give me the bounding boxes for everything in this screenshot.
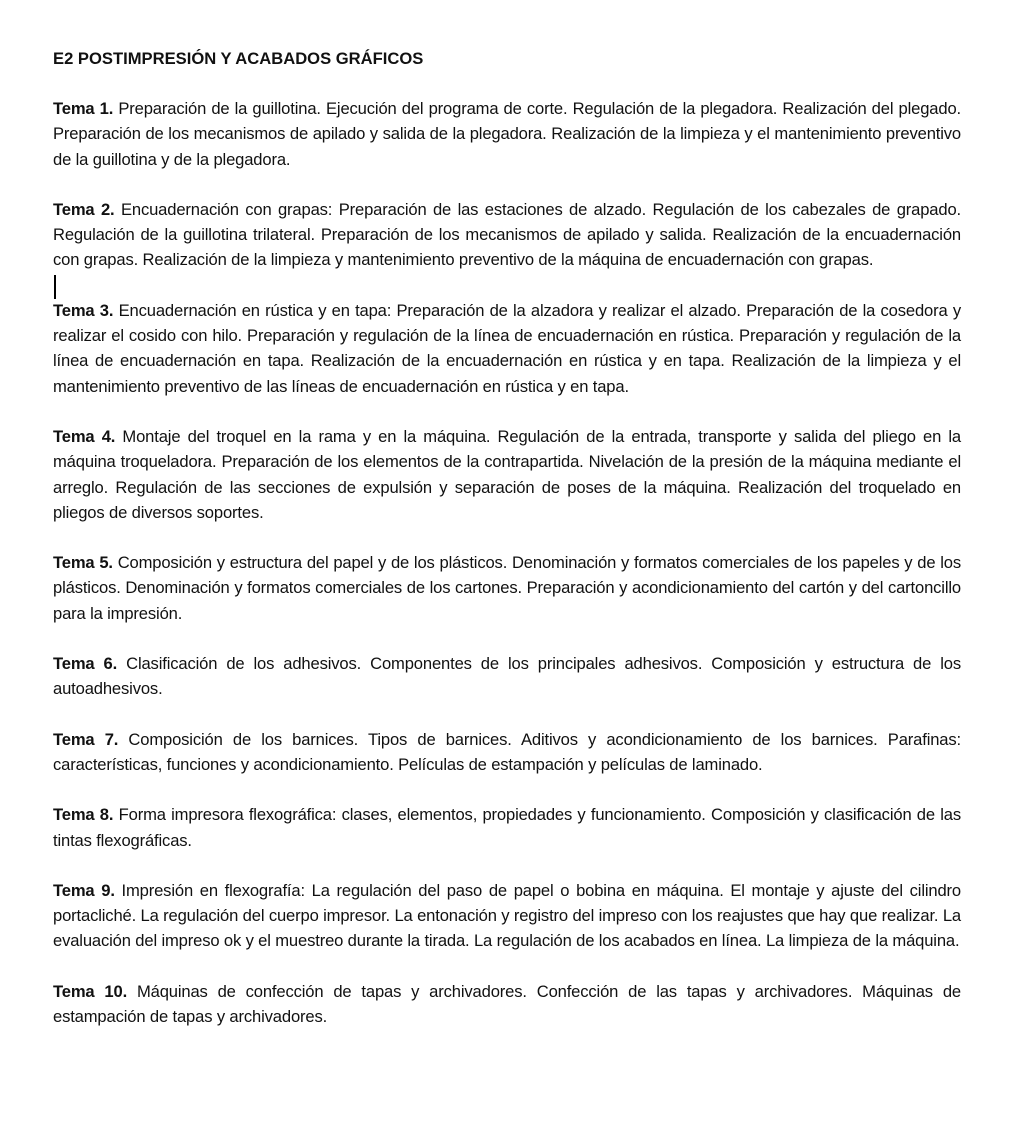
text-cursor xyxy=(54,275,56,299)
tema-text: Composición y estructura del papel y de los plásticos. Denominación y formatos comerciales de los papeles y de los plásticos. Denominación y formatos comerciales de los cartones. Preparación y acondicionamiento del cartón y del cartoncillo para la impresión. xyxy=(53,553,961,623)
document-page[interactable] xyxy=(53,46,961,1029)
tema-label: Tema 9. xyxy=(53,880,115,900)
tema-text: Forma impresora flexográfica: clases, elementos, propiedades y funcionamiento. Composición y clasificación de las tintas flexográficas. xyxy=(53,805,962,850)
tema-2-paragraph[interactable] xyxy=(53,197,961,273)
tema-1-paragraph[interactable] xyxy=(53,96,961,172)
tema-text: Encuadernación en rústica y en tapa: Preparación de la alzadora y realizar el alzado. Preparación de la cosedora y realizar el cosido con hilo. Preparación y regulación de la línea de encuadernación en rústica. Preparación y regulación de la línea de encuadernación en tapa. Realización de la encuadernación en rústica y en tapa. Realización de la limpieza y el mantenimiento preventivo de las líneas de encuadernación en rústica y en tapa. xyxy=(53,300,961,396)
document-title: E2 POSTIMPRESIÓN Y ACABADOS GRÁFICOS xyxy=(53,49,424,68)
empty-line[interactable] xyxy=(53,273,961,298)
tema-label: Tema 5. xyxy=(53,553,113,573)
tema-4-paragraph[interactable] xyxy=(53,424,961,525)
tema-label: Tema 1. xyxy=(53,99,114,118)
tema-text: Impresión en flexografía: La regulación del paso de papel o bobina en máquina. El montaje y ajuste del cilindro portacliché. La regulación del cuerpo impresor. La entonación y registro del impreso con los reajustes que hay que realizar. La evaluación del impreso ok y el muestreo durante la tirada. La regulación de los acabados en línea. La limpieza de la máquina. xyxy=(53,880,962,951)
tema-text: Composición de los barnices. Tipos de barnices. Aditivos y acondicionamiento de los barnices. Parafinas: características, funciones y acondicionamiento. Películas de estampación y películas de laminado. xyxy=(53,729,961,774)
tema-label: Tema 2. xyxy=(53,199,115,219)
tema-text: Encuadernación con grapas: Preparación de las estaciones de alzado. Regulación de los cabezales de grapado. Regulación de la guillotina trilateral. Preparación de los mecanismos de apilado y salida. Realización de la encuadernación con grapas. Realización de la limpieza y mantenimiento preventivo de la máquina de encuadernación con grapas. xyxy=(53,199,962,270)
tema-label: Tema 3. xyxy=(53,300,114,320)
tema-7-paragraph[interactable] xyxy=(53,727,961,778)
tema-label: Tema 6. xyxy=(53,654,118,674)
tema-9-paragraph[interactable] xyxy=(53,878,961,954)
tema-text: Clasificación de los adhesivos. Componentes de los principales adhesivos. Composición y estructura de los autoadhesivos. xyxy=(53,654,961,699)
tema-label: Tema 10. xyxy=(53,981,128,1001)
tema-label: Tema 7. xyxy=(53,729,119,749)
tema-3-paragraph[interactable] xyxy=(53,298,961,399)
tema-label: Tema 4. xyxy=(53,426,116,446)
tema-8-paragraph[interactable] xyxy=(53,802,961,853)
tema-5-paragraph[interactable] xyxy=(53,550,961,626)
tema-10-paragraph[interactable] xyxy=(53,979,961,1030)
tema-label: Tema 8. xyxy=(53,805,114,825)
tema-text: Montaje del troquel en la rama y en la máquina. Regulación de la entrada, transporte y salida del pliego en la máquina troqueladora. Preparación de los elementos de la contrapartida. Nivelación de la presión de la máquina mediante el arreglo. Regulación de las secciones de expulsión y separación de poses de la máquina. Realización del troquelado en pliegos de diversos soportes. xyxy=(53,426,961,522)
tema-text: Máquinas de confección de tapas y archivadores. Confección de las tapas y archivadores. Máquinas de estampación de tapas y archivadores. xyxy=(53,981,961,1027)
tema-6-paragraph[interactable] xyxy=(53,651,961,702)
tema-text: Preparación de la guillotina. Ejecución del programa de corte. Regulación de la plegadora. Realización del plegado. Preparación de los mecanismos de apilado y salida de la plegadora. Realización de la limpieza y el mantenimiento preventivo de la guillotina y de la plegadora. xyxy=(53,99,961,169)
